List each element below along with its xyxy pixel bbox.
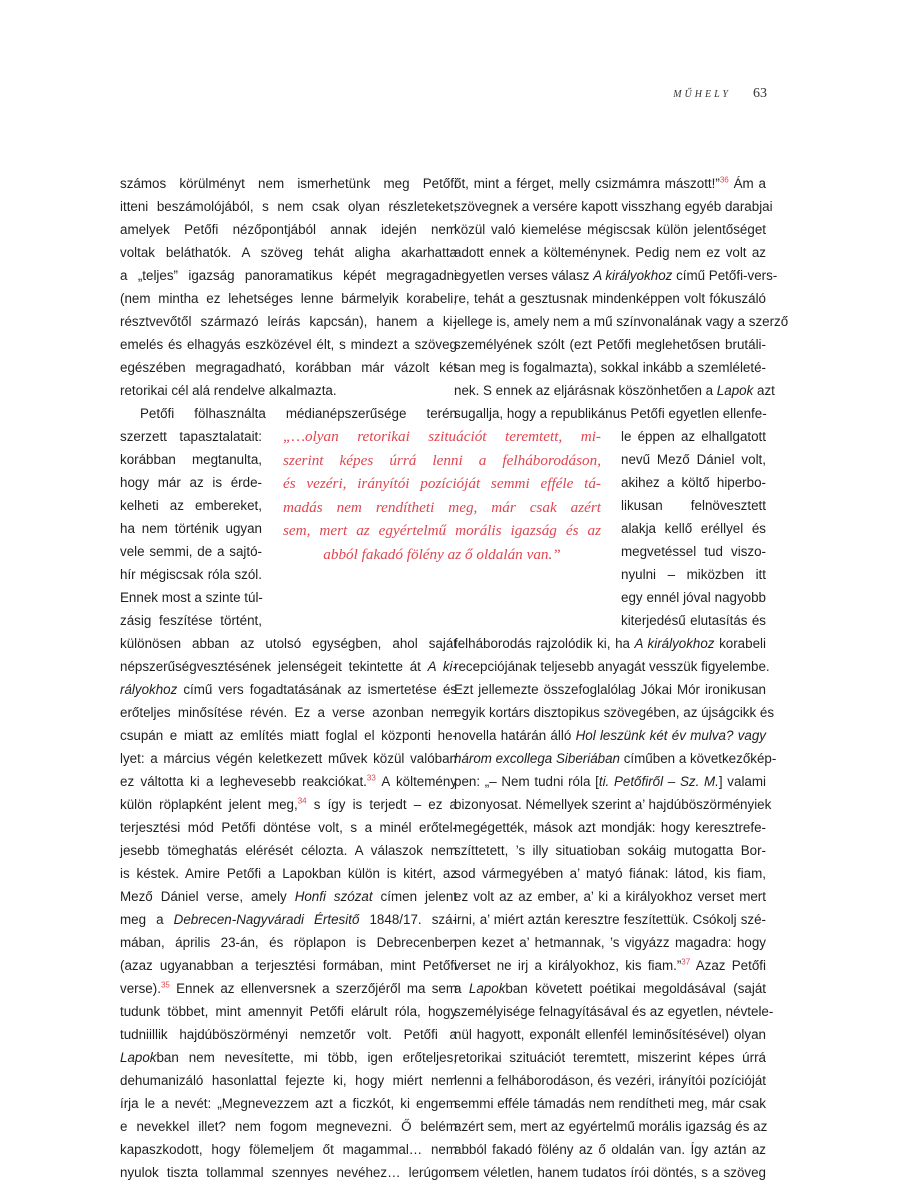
text-line: jesebb tömeghatás elérését célozta. A válaszok nem [120, 843, 457, 858]
text-line: amelyek Petőfi nézőpontjából annak idején nem [120, 222, 457, 237]
text-line: abból fakadó fölény az ő oldalán van. Így aztán az [454, 1142, 766, 1157]
text-line: retorikai szituációt teremtett, miszerint képes úrrá [454, 1050, 766, 1065]
page-number: 63 [753, 86, 767, 101]
text-line: egy ennél jóval nagyobb [621, 590, 766, 605]
text-line: számos körülményt nem ismerhetünk meg Petőfi [120, 176, 457, 191]
text-line: likusan felnövesztett [621, 498, 766, 513]
text-line: akihez a költő hiperbo- [621, 475, 766, 490]
text-line: személyisége felnagyításával és az egyetlen, névtele- [454, 1004, 774, 1019]
text-line: kiterjedésű elutasítás és [621, 613, 766, 628]
text-line: felháborodás rajzolódik ki, ha A királyokhoz korabeli [454, 636, 766, 651]
text-line: egyik kortárs disztopikus szövegében, az újságcikk és [454, 705, 775, 720]
text-line: san meg is fogalmazta), sokkal inkább a szemléleté- [454, 360, 766, 375]
text-line: sod vármegyében a’ matyó fiának: látod, kis fiam, [454, 866, 766, 881]
text-line: szíttetett, ’s illy situatioban sokáig mutogatta Bor- [454, 843, 766, 858]
text-line: különösen abban az utolsó egységben, ahol saját [120, 636, 457, 651]
text-line: meg a Debrecen-Nagyváradi Értesitő 1848/17. szá- [120, 912, 457, 927]
text-line: lenni a felháborodáson, és vezéri, irányítói pozícióját [454, 1073, 766, 1088]
text-line: novella határán álló Hol leszünk két év mulva? vagy [454, 728, 766, 743]
text-line: a „teljes” igazság panoramatikus képét megragadni [120, 268, 457, 283]
text-line: Ennek most a szinte túl- [120, 590, 263, 605]
text-line: nevű Mező Dániel volt, [621, 452, 766, 467]
footnote-ref[interactable]: 35 [160, 980, 170, 990]
text-line: semmi efféle támadás nem rendítheti meg, már csak [454, 1096, 766, 1111]
text-line: azért sem, mert az egyértelmű morális igazság és az [454, 1119, 768, 1134]
text-line: verset ne irj a királyokhoz, kis fiam.”$^{37}$ Azaz Petőfi [454, 957, 766, 973]
pull-quote-line: abból fakadó fölény az ő oldalán van.” [323, 545, 561, 563]
text-line: korábban megtanulta, [120, 452, 262, 467]
text-line: kelheti az embereket, [120, 498, 262, 513]
text-line: alakja kellő eréllyel és [621, 521, 766, 536]
pull-quote-line: madás nem rendítheti meg, már csak azért [283, 498, 601, 516]
text-line: dehumanizáló hasonlattal fejezte ki, hogy miért nem [120, 1073, 457, 1088]
text-line: ha nem történik ugyan [120, 521, 262, 536]
text-line: rályokhoz című vers fogadtatásának az ismertetése és [120, 682, 457, 697]
text-line: tudunk többet, mint amennyit Petőfi elárult róla, hogy [120, 1004, 457, 1019]
text-line: nül hagyott, exponált ellenfél leminősítésével) olyan [454, 1027, 766, 1042]
text-line: is késtek. Amire Petőfi a Lapokban külön is kitért, az [120, 866, 457, 881]
text-line: vele semmi, de a sajtó- [120, 544, 262, 559]
text-line: zásig feszítése történt, [120, 613, 262, 628]
footnote-ref[interactable]: 34 [297, 796, 307, 806]
text-line: retorikai cél alá rendelve alkalmazta. [120, 383, 337, 398]
text-line: nyulni – miközben itt [621, 567, 766, 582]
text-line: egészében megragadható, korábban már vázolt két [120, 360, 457, 375]
text-line: személyének szólt (ezt Petőfi meglehetősen brutáli- [454, 337, 766, 352]
text-line: (nem mintha ez lehetséges lenne bármelyik korabeli, [120, 291, 457, 306]
text-line: nyulok tiszta tollammal szennyes nevéhez… lerúgom [120, 1165, 457, 1180]
running-header [673, 86, 767, 102]
text-line: sem véletlen, hanem tudatos írói döntés, s a szöveg [454, 1165, 766, 1180]
text-line: ez váltotta ki a leghevesebb reakciókat.$^{33}$ A költemény [120, 773, 457, 789]
text-line: pen: „– Nem tudni róla [ti. Petőfiről – Sz. M.] valami [454, 774, 766, 789]
footnote-ref[interactable]: 36 [719, 175, 729, 185]
text-line: nek. S ennek az eljárásnak köszönhetően a Lapok azt [454, 383, 775, 398]
text-line: hír mégiscsak róla szól. [120, 567, 262, 582]
text-line: jellege is, amely nem a mű színvonalának vagy a szerző [454, 314, 789, 329]
text-line: a Lapokban követett poétikai megoldásával (saját [454, 981, 766, 996]
text-line: itteni beszámolójából, s nem csak olyan részleteket, [120, 199, 457, 214]
text-line: adott ennek a költeménynek. Pedig nem ez volt az [454, 245, 766, 260]
text-line: tudniillik hajdúböszörményi nemzetőr volt. Petőfi a [120, 1027, 457, 1042]
text-line: e nevekkel illet? nem fogom megnevezni. Ő belém [120, 1119, 457, 1134]
text-line: kapaszkodott, hogy fölemeljem őt magammal… nem [120, 1142, 457, 1157]
text-line: bizonyosat. Némellyek szerint a’ hajdúböszörményiek [454, 797, 772, 812]
text-line: népszerűségvesztésének jelenségeit tekintette át A ki- [120, 659, 457, 674]
text-line: voltak beláthatók. A szöveg tehát aligha akarhatta [120, 245, 457, 260]
pull-quote-line: és vezéri, irányítói pozícióját semmi efféle tá- [283, 475, 601, 493]
text-line: egyetlen verses válasz A királyokhoz című Petőfi-vers- [454, 268, 778, 283]
section-title: MŰHELY [673, 89, 731, 100]
text-line: résztvevőtől származó leírás kapcsán), hanem a ki- [120, 314, 457, 329]
text-line: külön röplapként jelent meg,$^{34}$ s így is terjedt – ez a [120, 796, 457, 812]
text-line: terjesztési mód Petőfi döntése volt, s a minél erőtel- [120, 820, 457, 835]
text-line: emelés és elhagyás eszközével élt, s mindezt a szöveg [120, 337, 457, 352]
text-line: hogy már az is érde- [120, 475, 262, 490]
text-line: őt, mint a férget, melly csizmámra mászott!”$^{36}$ Ám a [454, 175, 766, 191]
pull-quote [283, 425, 601, 567]
text-line: Lapokban nem nevesítette, mi több, igen erőteljes, [120, 1050, 457, 1065]
text-line: sugallja, hogy a republikánus Petőfi egyetlen ellenfe- [454, 406, 767, 421]
text-line: lyet: a március végén keletkezett művek közül valóban [120, 751, 457, 766]
text-line: három excollega Siberiában címűben a következőkép- [454, 751, 777, 766]
text-line: csupán e miatt az említés miatt foglal el központi he- [120, 728, 457, 743]
footnote-ref[interactable]: 33 [366, 773, 376, 783]
text-line: pen kezet a’ hetmannak, ’s vigyázz magadra: hogy [454, 935, 766, 950]
text-line: re, tehát a gesztusnak mindenképpen volt fókuszáló [454, 291, 766, 306]
text-line: (azaz ugyanabban a terjesztési formában, mint Petőfi [120, 958, 457, 973]
footnote-ref[interactable]: 37 [681, 957, 691, 967]
text-line: szerzett tapasztalatait: [120, 429, 262, 444]
text-line: Ezt jellemezte összefoglalólag Jókai Mór ironikusan [454, 682, 766, 697]
text-line: mában, április 23-án, és röplapon is Debrecenben [120, 935, 457, 950]
text-line: megégették, mások azt mondják: hogy keresztrefe- [454, 820, 766, 835]
text-line: recepciójának teljesebb anyagát vesszük figyelembe. [454, 659, 770, 674]
text-line: verse).$^{35}$ Ennek az ellenversnek a szerzőjéről ma sem [120, 980, 457, 996]
text-line: megvetéssel tud viszo- [621, 544, 766, 559]
text-line: le éppen az elhallgatott [621, 429, 766, 444]
pull-quote-line: szerint képes úrrá lenni a felháborodáson, [283, 451, 601, 469]
text-line: írja le a nevét: „Megnevezzem azt a ficzkót, ki engem [120, 1096, 457, 1111]
text-line: ez volt az az ember, a’ ki a királyokhoz verset mert [454, 889, 766, 904]
text-line: erőteljes minősítése révén. Ez a verse azonban nem [120, 705, 457, 720]
text-line: irni, a’ miért aztán keresztre feszítettük. Csókolj szé- [454, 912, 766, 927]
text-line: közül való kiemelése mégiscsak külön jelentőséget [454, 222, 766, 237]
text-line: szövegnek a versére kapott visszhang egyéb darabjai [454, 199, 773, 214]
pull-quote-line: „…olyan retorikai szituációt teremtett, mi- [283, 428, 601, 445]
pull-quote-line: sem, mert az egyértelmű morális igazság és az [283, 522, 601, 540]
text-line: Mező Dániel verse, amely Honfi szózat címen jelent [120, 889, 457, 904]
text-line: Petőfi fölhasználta médianépszerűsége terén [140, 406, 457, 421]
